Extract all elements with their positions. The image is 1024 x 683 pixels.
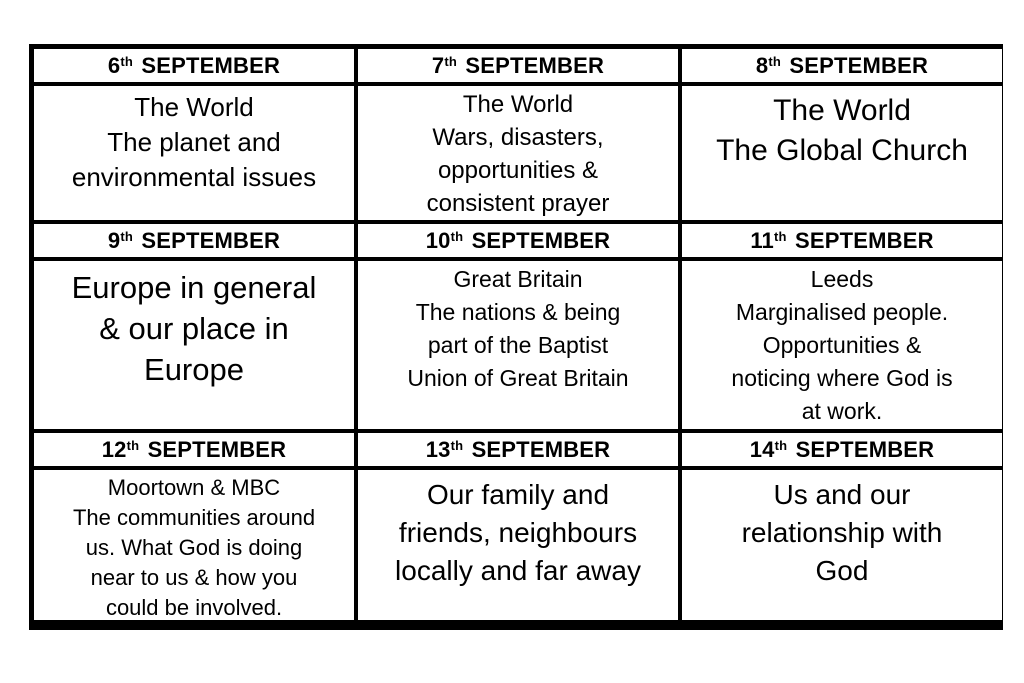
date-day: 13 xyxy=(425,436,451,462)
date-header-13-september xyxy=(358,433,678,466)
prayer-topic-8-september xyxy=(682,86,1002,220)
topic-line: Leeds xyxy=(810,266,874,292)
date-header-10-september xyxy=(358,224,678,257)
topic-line: The communities around xyxy=(72,505,316,530)
topic-line: at work. xyxy=(801,398,883,424)
date-header-14-september xyxy=(682,433,1002,466)
date-header-12-september xyxy=(34,433,354,466)
date-month: SEPTEMBER xyxy=(789,52,929,78)
date-suffix: th xyxy=(450,229,464,244)
topic-line: consistent prayer xyxy=(426,190,610,217)
date-day: 12 xyxy=(101,436,127,462)
date-month: SEPTEMBER xyxy=(795,436,935,462)
date-header-6-september xyxy=(34,49,354,82)
topic-line: Moortown & MBC xyxy=(107,475,281,500)
date-suffix: th xyxy=(774,438,788,453)
date-suffix: th xyxy=(444,54,458,69)
date-month: SEPTEMBER xyxy=(794,227,934,253)
prayer-calendar-table xyxy=(29,44,1003,630)
date-suffix: th xyxy=(768,54,782,69)
topic-line: Wars, disasters, xyxy=(432,124,604,151)
topic-line: could be involved. xyxy=(105,595,283,620)
date-month: SEPTEMBER xyxy=(465,52,605,78)
date-header-11-september xyxy=(682,224,1002,257)
topic-line: Europe xyxy=(144,352,244,387)
topic-line: us. What God is doing xyxy=(85,535,303,560)
prayer-topic-7-september xyxy=(358,86,678,220)
topic-line: locally and far away xyxy=(395,555,641,586)
topic-line: The World xyxy=(134,92,254,122)
date-day: 7 xyxy=(431,52,445,78)
prayer-topic-14-september xyxy=(682,470,1002,620)
topic-line: & our place in xyxy=(99,311,289,346)
topic-line: The World xyxy=(462,91,574,118)
topic-line: Opportunities & xyxy=(762,332,922,358)
date-day: 10 xyxy=(425,227,451,253)
date-month: SEPTEMBER xyxy=(141,52,281,78)
prayer-topic-9-september xyxy=(34,261,354,429)
date-month: SEPTEMBER xyxy=(471,436,611,462)
date-month: SEPTEMBER xyxy=(141,227,281,253)
topic-line: The planet and xyxy=(107,127,281,157)
topic-line: The nations & being xyxy=(415,299,621,325)
topic-line: opportunities & xyxy=(437,157,599,184)
topic-line: friends, neighbours xyxy=(398,517,638,548)
date-suffix: th xyxy=(773,229,787,244)
topic-line: Us and our xyxy=(773,479,911,510)
topic-line: The World xyxy=(773,94,911,127)
topic-line: God xyxy=(815,555,869,586)
date-month: SEPTEMBER xyxy=(147,436,287,462)
date-suffix: th xyxy=(120,229,134,244)
date-day: 11 xyxy=(750,227,774,253)
date-header-8-september xyxy=(682,49,1002,82)
topic-line: The Global Church xyxy=(716,134,968,167)
topic-line: Europe in general xyxy=(71,270,317,305)
prayer-topic-6-september xyxy=(34,86,354,220)
prayer-topic-12-september xyxy=(34,470,354,620)
prayer-topic-11-september xyxy=(682,261,1002,429)
topic-line: part of the Baptist xyxy=(427,332,609,358)
date-header-7-september xyxy=(358,49,678,82)
prayer-topic-13-september xyxy=(358,470,678,620)
topic-line: relationship with xyxy=(741,517,943,548)
topic-line: environmental issues xyxy=(71,162,317,192)
date-month: SEPTEMBER xyxy=(471,227,611,253)
topic-line: near to us & how you xyxy=(90,565,298,590)
date-suffix: th xyxy=(120,54,134,69)
date-day: 6 xyxy=(107,52,121,78)
topic-line: noticing where God is xyxy=(731,365,953,391)
date-header-9-september xyxy=(34,224,354,257)
date-day: 14 xyxy=(749,436,775,462)
topic-line: Great Britain xyxy=(453,266,583,292)
topic-line: Marginalised people. xyxy=(735,299,949,325)
prayer-topic-10-september xyxy=(358,261,678,429)
date-day: 9 xyxy=(107,227,121,253)
topic-line: Our family and xyxy=(426,479,610,510)
topic-line: Union of Great Britain xyxy=(407,365,629,391)
date-day: 8 xyxy=(755,52,769,78)
date-suffix: th xyxy=(126,438,140,453)
date-suffix: th xyxy=(450,438,464,453)
